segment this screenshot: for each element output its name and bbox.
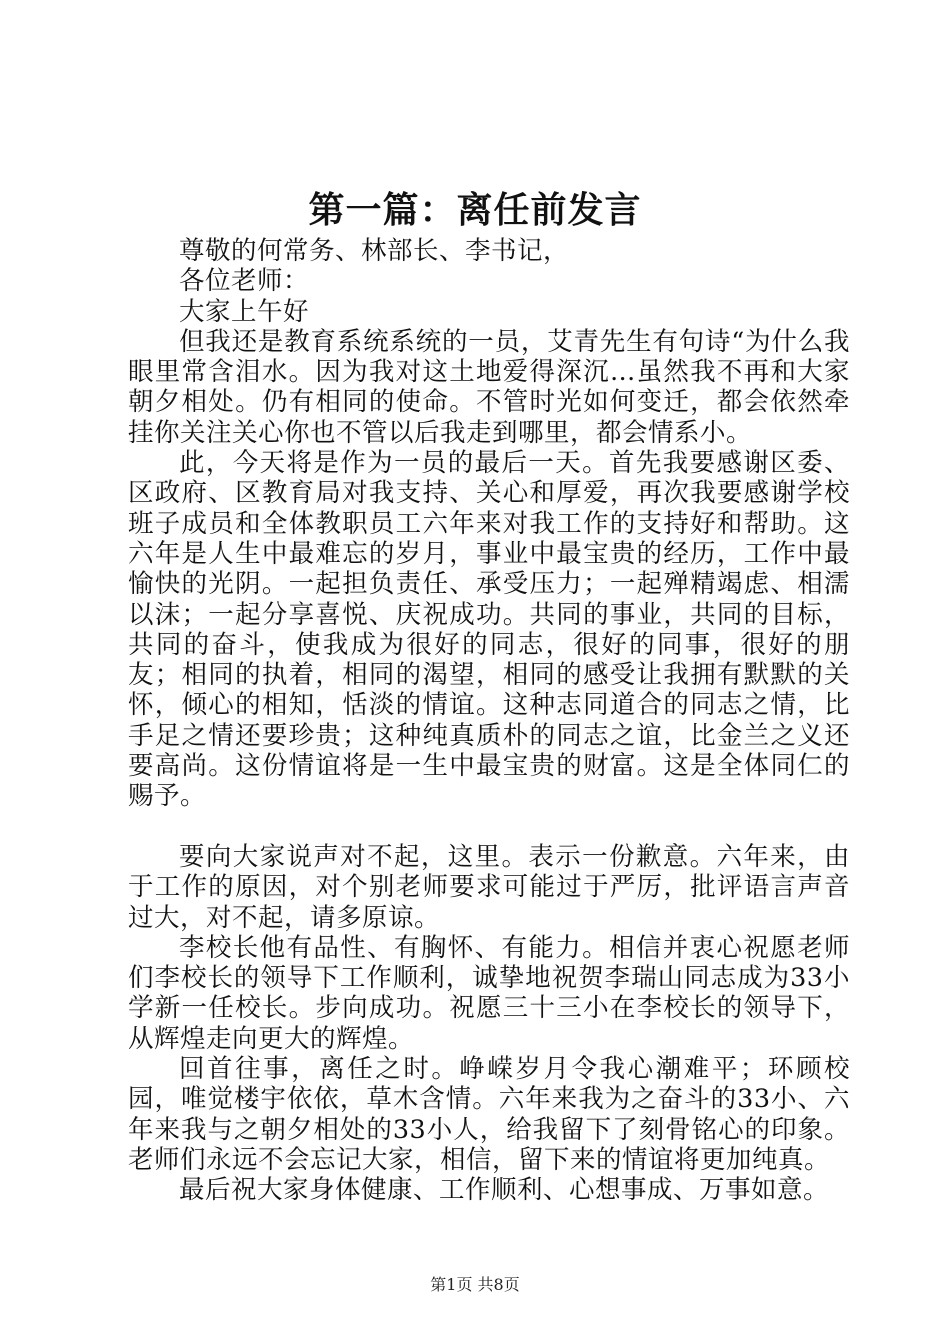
greeting: 大家上午好: [179, 296, 310, 327]
paragraph-thanks: 此，今天将是作为一员的最后一天。首先我要感谢区委、区政府、区教育局对我支持、关心和厚爱，再次我要感谢学校班子成员和全体教职员工六年来对我工作的支持好和帮助。这六年是人生中最难忘的岁月，事业中最宝贵的经历，工作中最愉快的光阴。一起担负责任、承受压力；一起殚精竭虑、相濡以沫；一起分享喜悦、庆祝成功。共同的事业，共同的目标，共同的奋斗，使我成为很好的同志，很好的同事，很好的朋友；相同的执着，相同的渴望，相同的感受让我拥有默默的关怀，倾心的相知，恬淡的情谊。这种志同道合的同志之情，比手足之情还要珍贵；这种纯真质朴的同志之谊，比金兰之义还要高尚。这份情谊将是一生中最宝贵的财富。这是全体同仁的赐予。: [128, 448, 850, 812]
paragraph-poem: 但我还是教育系统系统的一员，艾青先生有句诗“为什么我眼里常含泪水。因为我对这土地爱得深沉…虽然我不再和大家朝夕相处。仍有相同的使命。不管时光如何变迁，都会依然牵挂你关注关心你也不管以后我走到哪里，都会情系小。: [128, 326, 850, 448]
paragraph-reflection: 回首往事，离任之时。峥嵘岁月令我心潮难平；环顾校园，唯觉楼宇依依，草木含情。六年来我为之奋斗的33小、六年来我与之朝夕相处的33小人，给我留下了刻骨铭心的印象。老师们永远不会忘记大家，相信，留下来的情谊将更加纯真。: [128, 1054, 850, 1175]
paragraph-gap: [128, 812, 850, 842]
salutation-leaders: 尊敬的何常务、林部长、李书记，: [179, 236, 570, 266]
salutation-teachers: 各位老师：: [179, 266, 310, 297]
page-footer: 第1页 共8页: [430, 1275, 520, 1294]
document-title: 第一篇：离任前发言: [308, 189, 642, 231]
paragraph-apology: 要向大家说声对不起，这里。表示一份歉意。六年来，由于工作的原因，对个别老师要求可能过于严厉，批评语言声音过大，对不起，请多原谅。: [128, 841, 850, 933]
paragraph-closing: 最后祝大家身体健康、工作顺利、心想事成、万事如意。: [179, 1175, 830, 1206]
document-body: [128, 236, 850, 1206]
paragraph-new-principal: 李校长他有品性、有胸怀、有能力。相信并衷心祝愿老师们李校长的领导下工作顺利，诚挚地祝贺李瑞山同志成为33小学新一任校长。步向成功。祝愿三十三小在李校长的领导下，从辉煌走向更大的辉煌。: [128, 932, 850, 1054]
